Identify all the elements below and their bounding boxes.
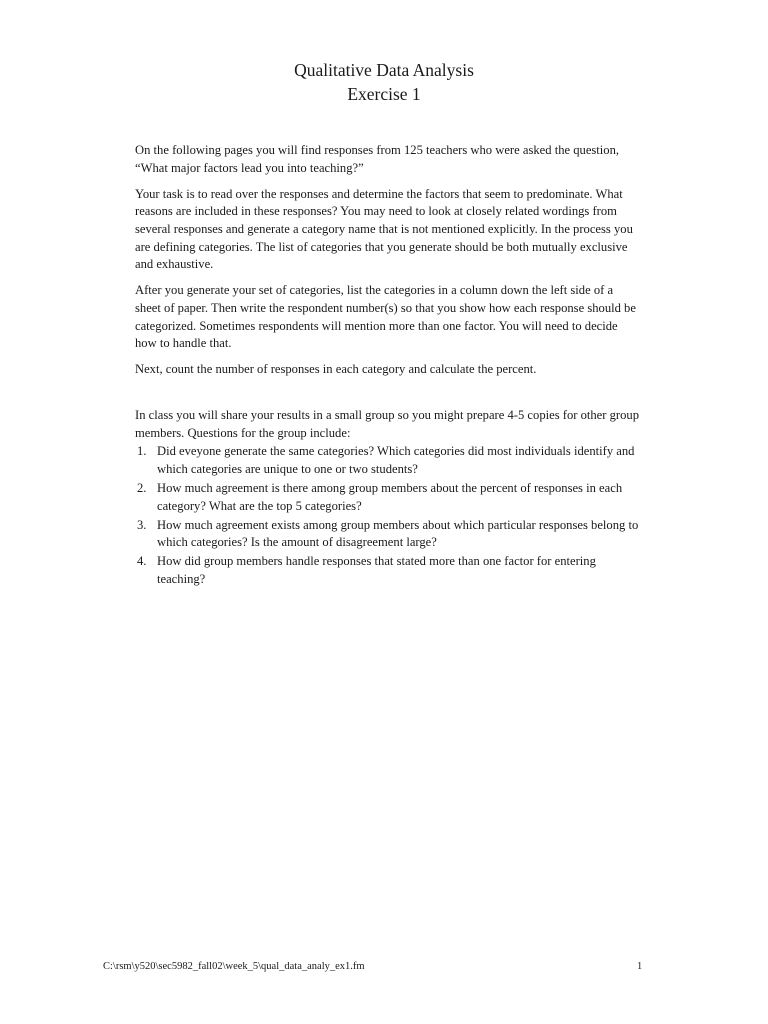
list-item-text: Did eveyone generate the same categories? Which categories did most individuals identify and which categories are unique to one or two students? [157,444,635,477]
list-item-text: How much agreement exists among group members about which particular responses belong to which categories? Is the amount of disagreement large? [157,517,639,550]
paragraph-categories: After you generate your set of categories, list the categories in a column down the left side of a sheet of paper. Then write the respondent number(s) so that you show how each response should be categorized. Sometimes respondents will mention more than one factor. You will need to decide how to handle that. [135,283,636,351]
footer-page-number: 1 [637,961,643,972]
document-subtitle: Exercise 1 [347,84,421,104]
paragraph-count: Next, count the number of responses in each category and calculate the percent. [135,362,537,377]
footer-file-path: C:\rsm\y520\sec5982_fall02\week_5\qual_data_analy_ex1.fm [103,961,365,972]
paragraph-intro: On the following pages you will find responses from 125 teachers who were asked the question, “What major factors lead you into teaching?” [135,143,620,175]
title-block [0,58,768,106]
list-item [135,443,640,478]
list-item-text: How much agreement is there among group members about the percent of responses in each category? What are the top 5 categories? [157,481,623,513]
list-item [135,553,640,588]
list-item [135,480,640,515]
paragraph-group-intro: In class you will share your results in a small group so you might prepare 4-5 copies for other group members. Questions for the group include: [135,407,639,440]
document-title: Qualitative Data Analysis [294,60,474,80]
document-body [135,142,640,588]
list-item-number: 1. [137,444,147,459]
list-item-number: 3. [137,517,147,532]
list-item-text: How did group members handle responses that stated more than one factor for entering teaching? [157,554,596,586]
list-item-number: 2. [137,481,147,496]
paragraph-task: Your task is to read over the responses and determine the factors that seem to predominate. What reasons are included in these responses? You may need to look at closely related wordings from several responses and generate a category name that is not mentioned explicitly. In the process you are defining categories. The list of categories that you generate should be both mutually exclusive and exhaustive. [135,186,633,272]
list-item [135,517,640,552]
question-list [135,443,640,588]
list-item-number: 4. [137,554,147,569]
